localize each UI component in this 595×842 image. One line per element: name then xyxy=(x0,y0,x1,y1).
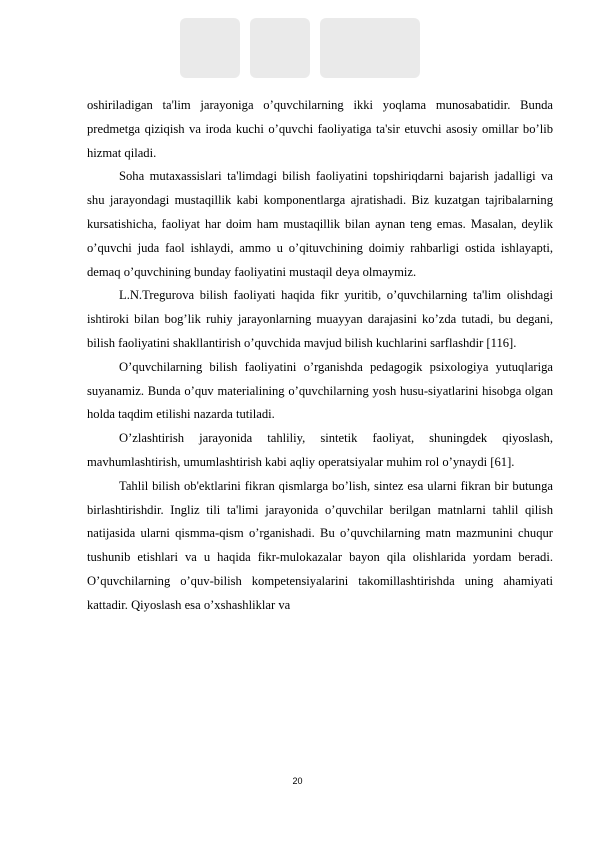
paragraph: Tahlil bilish ob'ektlarini fikran qismlarga bo’lish, sintez esa ularni fikran bir butunga birlashtirishdir. Ingliz tili ta'limi jarayonida o’quvchilar berilgan matnlarni tahlil qilish natijasida ularni qismma-qism o’rganishadi. Bu o’quvchilarning matn mazmunini chuqur tushunib etishlari va u haqida fikr-mulokazalar bayon qila olishlarida yordam beradi. O’quvchilarning o’quv-bilish kompetensiyalarini takomillashtirishda uning ahamiyati kattadir. Qiyoslash esa o’xshashliklar va xyxy=(87,478,553,612)
page-number: 20 xyxy=(292,776,303,786)
paragraph-continuation: oshiriladigan ta'lim jarayoniga o’quvchilarning ikki yoqlama munosabatidir. Bunda predmetga qiziqish va iroda kuchi o’quvchi faoliyatiga ta'sir etuvchi asosiy omillar bo’lib hizmat qiladi. xyxy=(87,98,553,160)
paragraph: O’quvchilarning bilish faoliyatini o’rganishda pedagogik psixologiya yutuqlariga suyanamiz. Bunda o’quv materialining o’quvchilarning yosh husu-siyatlarini hisobga olgan holda taqdim etilishi nazarda tutiladi. xyxy=(87,359,553,422)
document-body xyxy=(87,94,553,618)
paragraph: O’zlashtirish jarayonida tahliliy, sintetik faoliyat, shuningdek qiyoslash, mavhumlashtirish, umumlashtirish kabi aqliy operatsiyalar muhim rol o’ynaydi [61]. xyxy=(87,431,553,469)
paragraph: Soha mutaxassislari ta'limdagi bilish faoliyatini topshiriqdarni bajarish jadalligi va shu jarayondagi mustaqillik kabi komponentlarga ajratishadi. Biz kuzatgan tajribalarning kursatishicha, faoliyat har doim ham mustaqillik bilan aynan teng emas. Masalan, deylik o’quvchi juda faol ishlaydi, ammo u o’qituvchining doimiy rahbarligi ostida ishlayapti, demaq o’quvchining bunday faoliyatini mustaqil deya olmaymiz. xyxy=(87,169,553,279)
watermark-logo xyxy=(180,8,420,88)
paragraph: L.N.Tregurova bilish faoliyati haqida fikr yuritib, o’quvchilarning ta'lim olishdagi ishtiroki bilan bog’lik ruhiy jarayonlarning muayyan darajasini ko’zda tutadi, bu degani, bilish faoliyatini shakllantirish o’quvchida mavjud bilish kuchlarini sarflashdir [116]. xyxy=(87,288,553,350)
